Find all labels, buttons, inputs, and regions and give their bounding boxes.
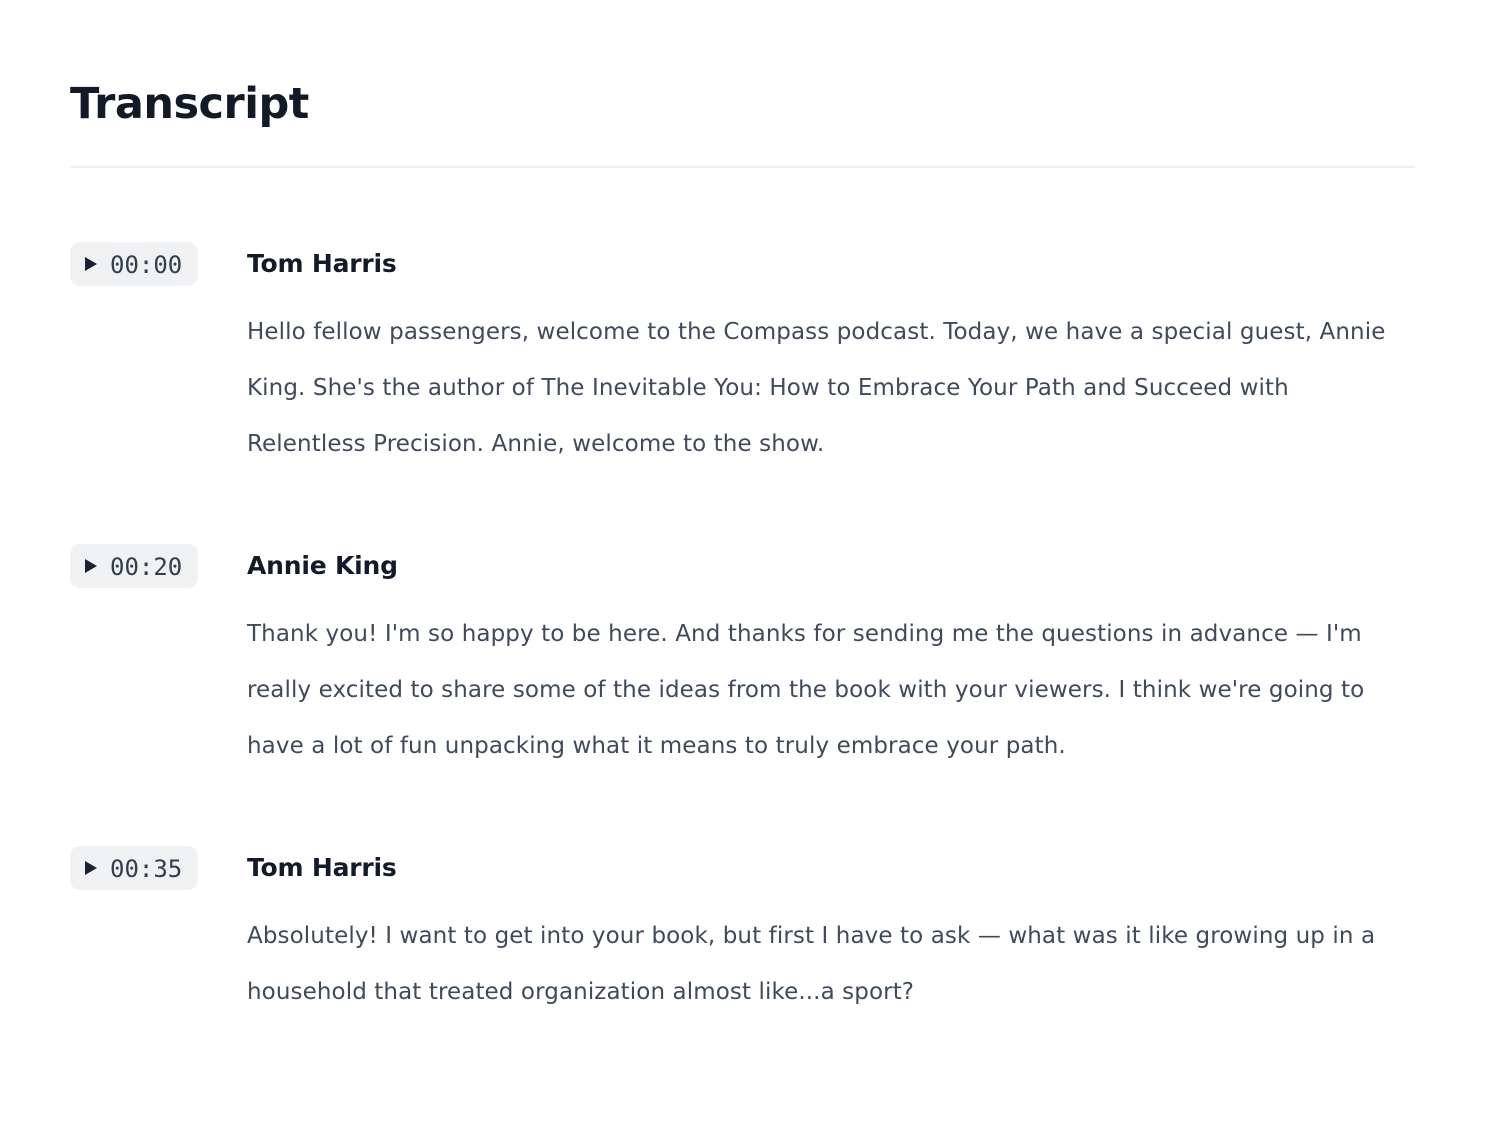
utterance-text: Thank you! I'm so happy to be here. And thanks for sending me the questions in advance — I'm really excited to share some of the ideas from the book with your viewers. I think we're going to have a lot of fun unpacking what it means to truly embrace your path. bbox=[247, 621, 1365, 760]
speaker-name: Tom Harris bbox=[247, 249, 397, 279]
utterance-text: Absolutely! I want to get into your book, but first I have to ask — what was it like growing up in a household that treated organization almost like...a sport? bbox=[247, 923, 1376, 1006]
transcript-entry bbox=[70, 242, 1415, 472]
utterance-text: Hello fellow passengers, welcome to the Compass podcast. Today, we have a special guest, Annie King. She's the author of The Inevitable You: How to Embrace Your Path and Succeed with Relentless Precision. Annie, welcome to the show. bbox=[247, 319, 1386, 458]
transcript-list bbox=[70, 242, 1415, 1020]
timestamp-cell bbox=[70, 544, 247, 588]
play-icon bbox=[85, 559, 97, 573]
timestamp-label: 00:35 bbox=[110, 854, 183, 883]
entry-main bbox=[247, 242, 1415, 472]
entry-main bbox=[247, 544, 1415, 774]
timestamp-cell bbox=[70, 846, 247, 890]
play-timestamp-button[interactable] bbox=[70, 242, 198, 286]
play-icon bbox=[85, 257, 97, 271]
transcript-entry bbox=[70, 544, 1415, 774]
timestamp-label: 00:20 bbox=[110, 552, 183, 581]
timestamp-cell bbox=[70, 242, 247, 286]
timestamp-label: 00:00 bbox=[110, 250, 183, 279]
speaker-name: Tom Harris bbox=[247, 853, 397, 883]
transcript-entry bbox=[70, 846, 1415, 1020]
speaker-name: Annie King bbox=[247, 551, 398, 581]
divider bbox=[70, 166, 1415, 168]
page-title: Transcript bbox=[70, 79, 309, 129]
play-timestamp-button[interactable] bbox=[70, 544, 198, 588]
play-icon bbox=[85, 861, 97, 875]
entry-main bbox=[247, 846, 1415, 1020]
play-timestamp-button[interactable] bbox=[70, 846, 198, 890]
